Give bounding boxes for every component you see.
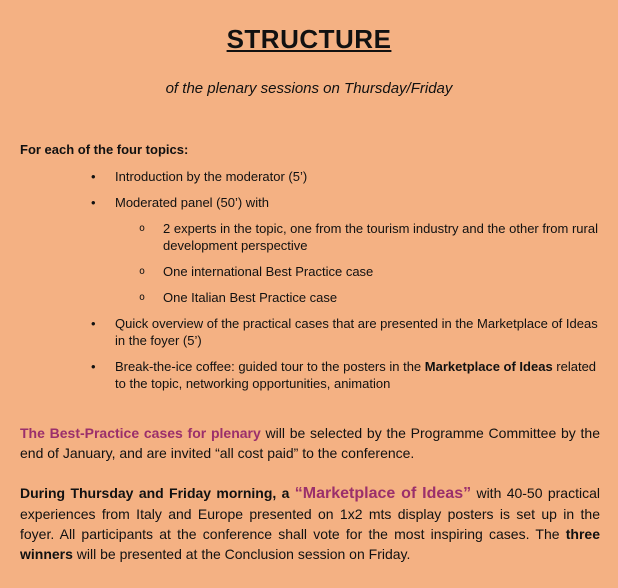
three-winners: three winners — [20, 526, 600, 562]
marketplace-end: will be presented at the Conclusion session on Friday. — [72, 546, 411, 562]
marketplace-bold: Marketplace of Ideas — [424, 359, 553, 374]
sub-bullet-international-case: o One international Best Practice case — [163, 263, 603, 280]
break-text: Break-the-ice coffee: guided tour to the posters in the — [115, 359, 425, 374]
marketplace-lead: During Thursday and Friday morning, a — [20, 485, 295, 501]
marketplace-paragraph — [20, 483, 600, 564]
topics-lead: For each of the four topics: — [20, 142, 189, 157]
page-subtitle: of the plenary sessions on Thursday/Friday — [165, 80, 453, 97]
bullet-break-the-ice — [115, 358, 600, 392]
best-practice-rest: will be selected by the Programme Committee by the end of January, and are invited “all cost paid” to the conference. — [20, 425, 600, 461]
best-practice-paragraph — [20, 423, 600, 463]
bullet-introduction: • Introduction by the moderator (5’) — [115, 168, 600, 185]
sub-bullet-italian-case: o One Italian Best Practice case — [163, 289, 603, 306]
break-text-end: related to the topic, networking opportunities, animation — [115, 359, 597, 391]
best-practice-accent: The Best-Practice cases for plenary — [20, 425, 261, 441]
sub-bullet-experts: o 2 experts in the topic, one from the tourism industry and the other from rural development perspective — [163, 220, 603, 254]
marketplace-accent: “Marketplace of Ideas” — [294, 485, 472, 502]
bullet-quick-overview: • Quick overview of the practical cases that are presented in the Marketplace of Ideas in the foyer (5’) — [115, 315, 600, 349]
page-title: STRUCTURE — [226, 24, 392, 54]
marketplace-mid: with 40-50 practical experiences from Italy and Europe presented on 1x2 mts display posters is set up in the foyer. All participants at the conference shall vote for the most inspiring cases. The — [20, 485, 600, 542]
bullet-moderated-panel: • Moderated panel (50’) with — [115, 194, 600, 211]
